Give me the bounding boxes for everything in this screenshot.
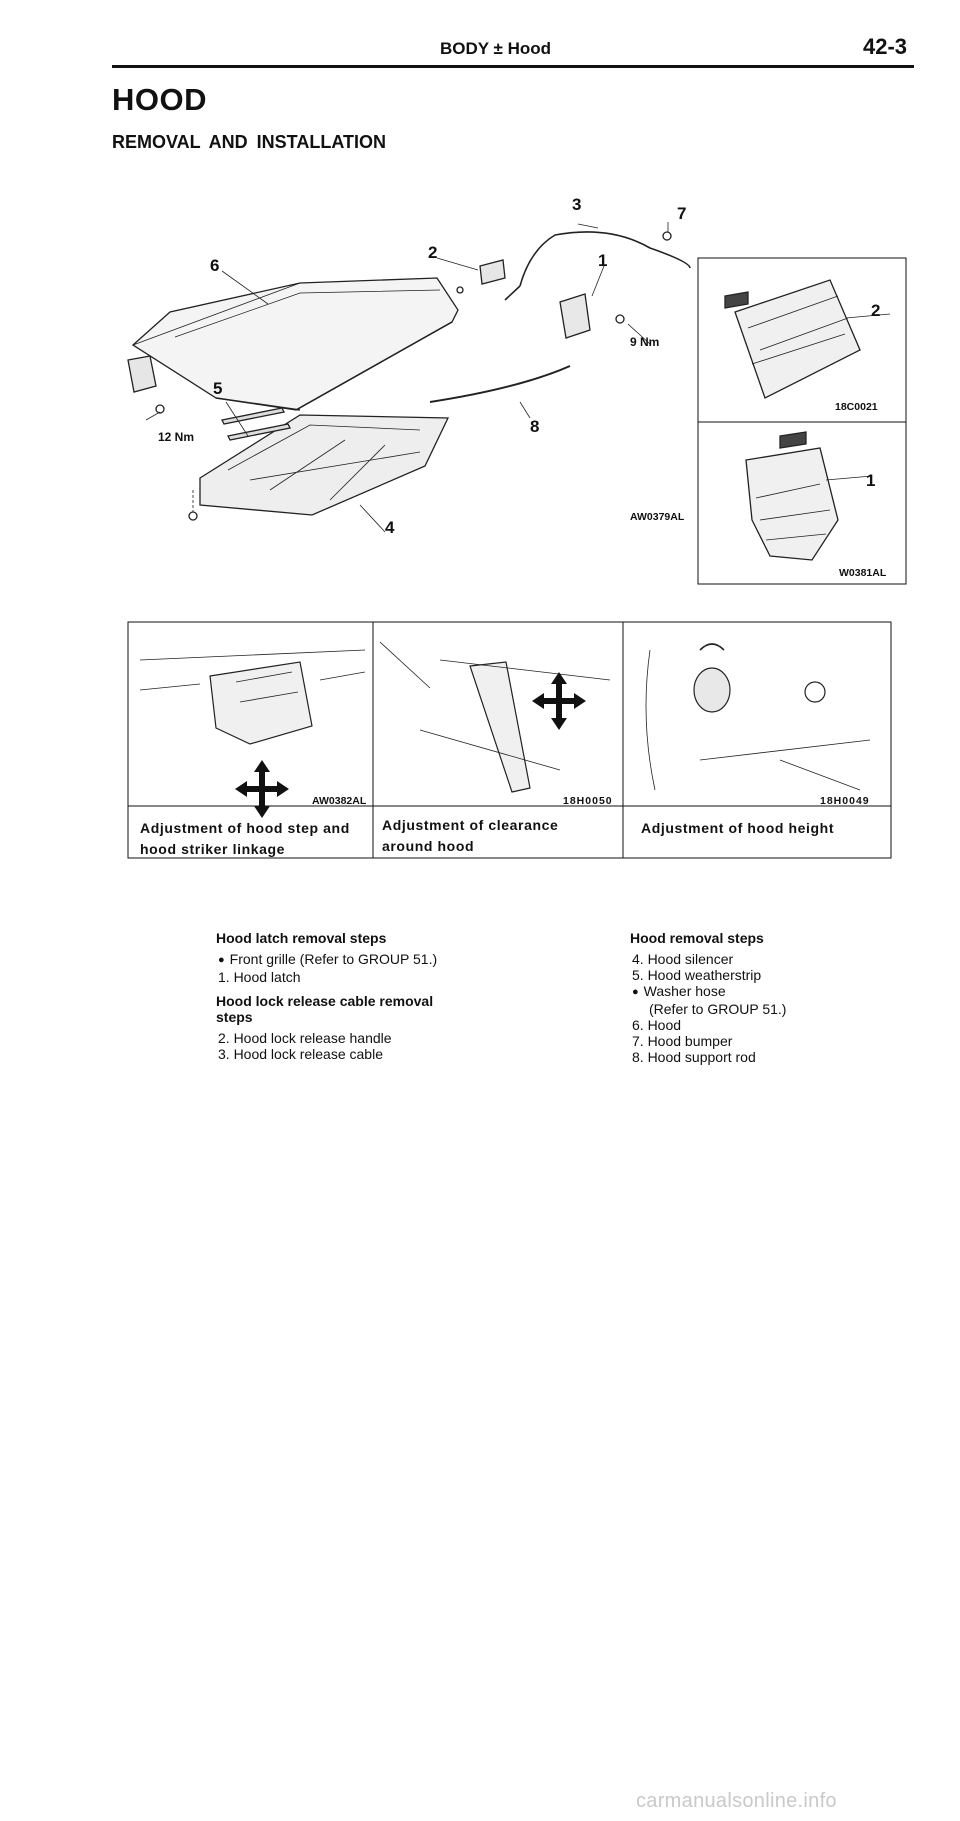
callout-4: 4 xyxy=(385,518,395,537)
figure-code-18h0050: 18H0050 xyxy=(563,795,613,807)
page-number: 42-3 xyxy=(863,34,908,59)
inset-bottom-callout: 1 xyxy=(866,471,876,490)
inset-top-callout: 2 xyxy=(871,301,881,320)
adjustment-figure xyxy=(0,0,960,870)
hood-steps-title: Hood removal steps xyxy=(630,930,764,946)
torque-label-9nm: 9 Nm xyxy=(630,335,660,349)
hood-step-5: 5. Hood weatherstrip xyxy=(632,967,762,983)
latch-step-bullet: ● Front grille (Refer to GROUP 51.) xyxy=(218,951,516,969)
hood-step-bullet: ● Washer hose xyxy=(632,983,890,1001)
figure-code-w0381al: W0381AL xyxy=(839,567,887,579)
adjust-arrows-panel1 xyxy=(235,760,289,818)
callout-8: 8 xyxy=(530,417,540,436)
hood-step-8: 8. Hood support rod xyxy=(632,1049,756,1065)
footer-watermark: carmanualsonline.info xyxy=(636,1790,837,1812)
callout-7: 7 xyxy=(677,204,687,223)
figure-code-aw0379al: AW0379AL xyxy=(630,511,685,523)
hood-step-bullet-cont: (Refer to GROUP 51.) xyxy=(649,1001,787,1017)
adjust-latch-illustration xyxy=(210,662,312,744)
adjust-hinge-illustration xyxy=(470,662,530,792)
header-title: BODY ± Hood xyxy=(440,39,552,58)
callout-6: 6 xyxy=(210,256,220,275)
cable-steps-title: Hood lock release cable removal xyxy=(216,993,434,1009)
hood-step-4: 4. Hood silencer xyxy=(632,951,734,967)
hood-step-6: 6. Hood xyxy=(632,1017,682,1033)
latch-step-1: 1. Hood latch xyxy=(218,969,301,985)
hood-removal-steps xyxy=(630,930,890,1065)
torque-label-12nm: 12 Nm xyxy=(158,430,195,444)
callout-3: 3 xyxy=(572,195,582,214)
cable-step-2: 2. Hood lock release handle xyxy=(218,1030,392,1046)
adjust-caption-clearance: Adjustment of clearance around hood xyxy=(382,817,559,854)
figure-code-18h0049: 18H0049 xyxy=(820,795,870,807)
hood-step-7: 7. Hood bumper xyxy=(632,1033,733,1049)
latch-steps-title: Hood latch removal steps xyxy=(216,930,387,946)
adjust-bumper-illustration xyxy=(694,668,730,712)
adjust-arrows-panel2 xyxy=(532,672,586,730)
latch-removal-steps: Hood latch removal steps ● Front grille (Refer to GROUP 51.) 1. Hood latch Hood lock release cable removal steps 2. Hood lock release handle 3. Hood lock release cable xyxy=(216,930,516,1062)
figure-code-aw0382al: AW0382AL xyxy=(312,795,367,807)
cable-step-3: 3. Hood lock release cable xyxy=(218,1046,383,1062)
callout-1: 1 xyxy=(598,251,608,270)
adjust-caption-step: Adjustment of hood step and hood striker linkage xyxy=(140,820,350,857)
callout-2: 2 xyxy=(428,243,438,262)
figure-code-18c0021: 18C0021 xyxy=(835,401,878,413)
callout-5: 5 xyxy=(213,379,223,398)
section-heading: REMOVAL AND INSTALLATION xyxy=(112,132,386,152)
adjust-caption-height: Adjustment of hood height xyxy=(641,820,835,836)
page-heading: HOOD xyxy=(112,82,207,117)
